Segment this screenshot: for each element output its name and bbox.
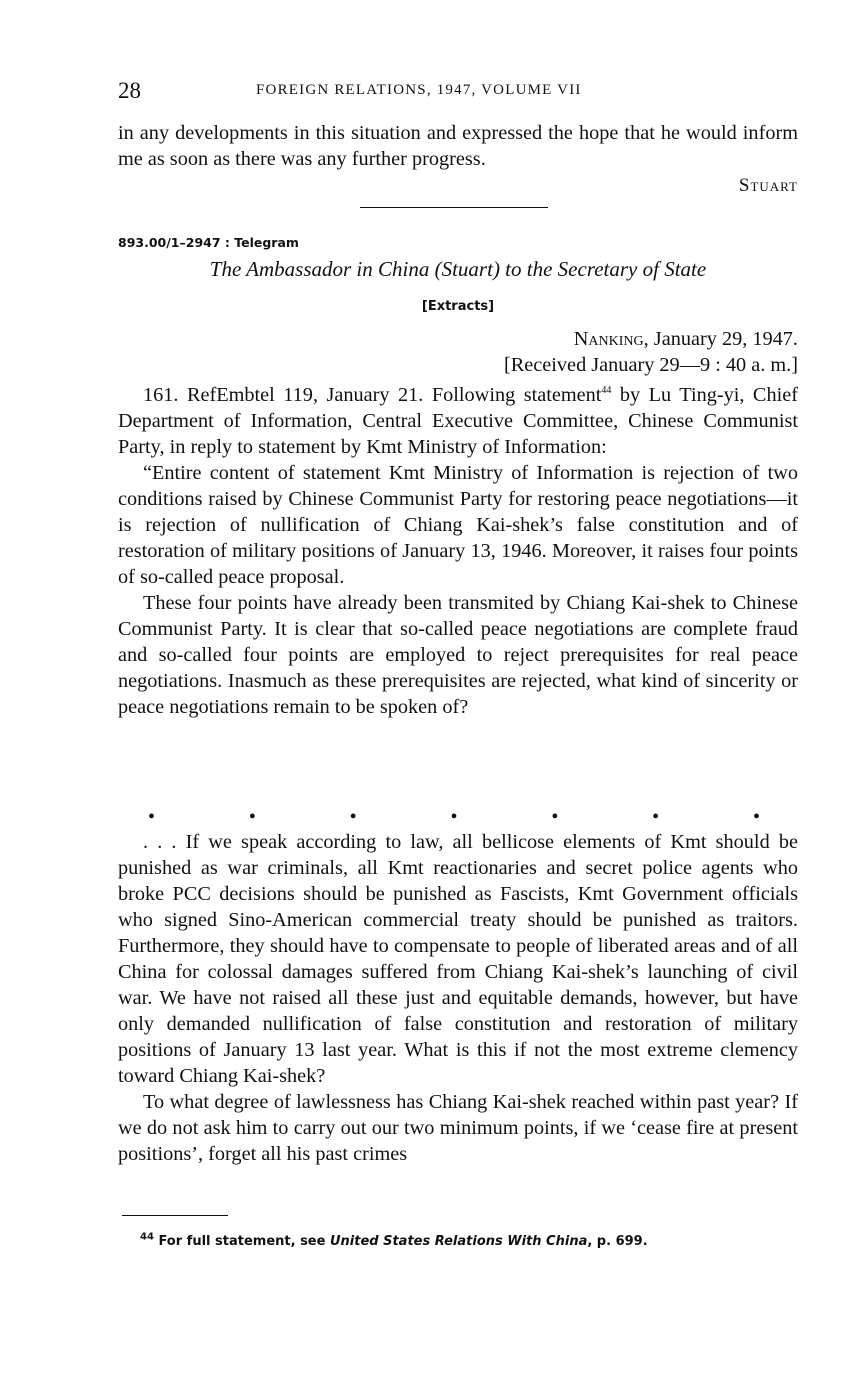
footnote-text-after: , p. 699.: [587, 1234, 648, 1249]
section-divider: [360, 207, 548, 208]
dateline: [504, 326, 798, 378]
ellipsis-dot: •: [450, 806, 458, 828]
ellipsis-dot: •: [248, 806, 256, 828]
ellipsis-dot: •: [652, 806, 660, 828]
ellipsis-dot: •: [349, 806, 357, 828]
telegram-body-top: [118, 382, 798, 720]
footnote-ref: 44: [601, 385, 612, 397]
received-line: [Received January 29—9 : 40 a. m.]: [504, 354, 798, 376]
ellipsis-dot: •: [148, 806, 156, 828]
signature: Stuart: [738, 175, 798, 196]
paragraph-5: To what degree of lawlessness has Chiang Kai-shek reached within past year? If we do not ask him to carry out our two minimum points, if we ‘cease fire at present positions’, forget all his past crimes: [118, 1091, 798, 1165]
paragraph-3: These four points have already been transmited by Chiang Kai-shek to Chinese Communist Party. It is clear that so-called peace negotiations are complete fraud and so-called four points are employed to reject prerequisites for real peace negotiations. Inasmuch as these prerequisites are rejected, what kind of sincerity or peace negotiations remain to be spoken of?: [118, 592, 798, 718]
footnote-source-title: United States Relations With China: [329, 1234, 588, 1249]
paragraph-4: . . . If we speak according to law, all bellicose elements of Kmt should be punished as war criminals, all Kmt reactionaries and secret police agents who broke PCC decisions should be punished as Fascists, Kmt Government officials who signed Sino-American commercial treaty should be punished as traitors. Furthermore, they should have to compensate to people of liberated areas and of all China for colossal damages suffered from Chiang Kai-shek’s launching of civil war. We have not raised all these just and equitable demands, however, but have only demanded nullification of false constitution and restoration of military positions of January 13 last year. What is this if not the most extreme clemency toward Chiang Kai-shek?: [118, 831, 798, 1087]
paragraph-2: “Entire content of statement Kmt Ministry of Information is rejection of two conditions raised by Chinese Communist Party for restoring peace negotiations—it is rejection of nullification of Chiang Kai-shek’s false constitution and of restoration of military positions of January 13, 1946. Moreover, it raises four points of so-called peace proposal.: [118, 462, 798, 588]
place: Nanking: [573, 328, 644, 350]
running-title: FOREIGN RELATIONS, 1947, VOLUME VII: [256, 82, 582, 98]
file-reference: 893.00/1–2947 : Telegram: [118, 235, 299, 250]
ellipsis-row: [148, 807, 760, 827]
extracts-label: [Extracts]: [421, 299, 495, 314]
telegram-body-bottom: [118, 829, 798, 1167]
footnote-divider: [122, 1215, 228, 1216]
ellipsis-dot: •: [752, 806, 760, 828]
page-number: 28: [118, 78, 141, 103]
intro-block: [118, 120, 798, 198]
document-title: The Ambassador in China (Stuart) to the Secretary of State: [209, 257, 707, 281]
running-head: [118, 78, 798, 108]
footnote: [140, 1231, 800, 1249]
place-date: [504, 326, 798, 352]
ellipsis-dot: •: [551, 806, 559, 828]
paragraph-1-after: by Lu Ting-yi, Chief Department of Information, Central Executive Committee, Chinese Communist Party, in reply to statement by Kmt Ministry of Information:: [118, 384, 798, 458]
intro-paragraph: in any developments in this situation and expressed the hope that he would inform me as soon as there was any further progress.: [118, 122, 798, 170]
date: , January 29, 1947.: [643, 328, 798, 350]
paragraph-1: [118, 382, 798, 460]
footnote-text-before: For full statement, see: [153, 1234, 330, 1249]
paragraph-1-before: 161. RefEmbtel 119, January 21. Following statement: [143, 384, 602, 406]
footnote-number: 44: [140, 1231, 154, 1243]
